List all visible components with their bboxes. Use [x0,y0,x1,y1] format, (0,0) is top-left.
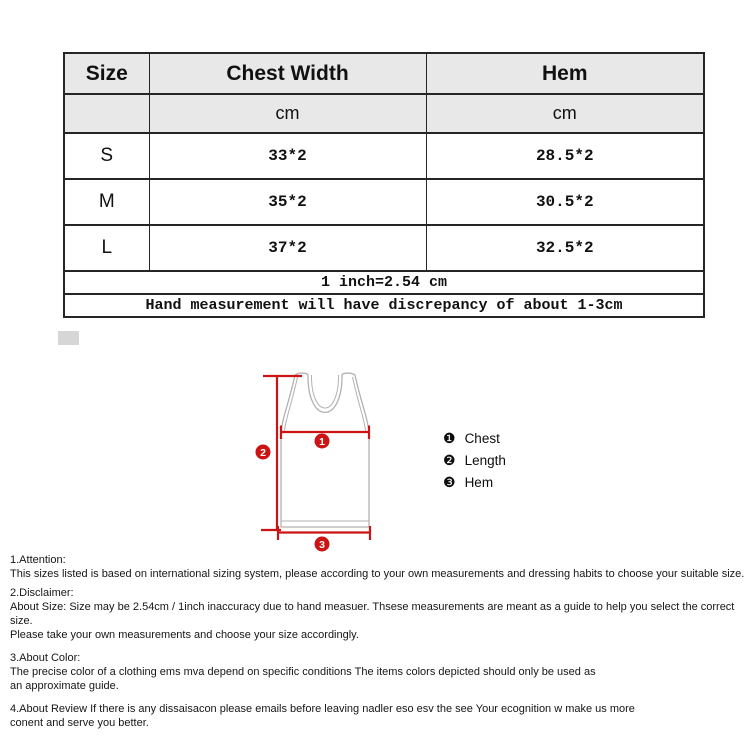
marker-2-number: 2 [260,447,266,459]
size-table [63,52,705,318]
note-line: The precise color of a clothing ems mva depend on specific conditions The items colors depicted should only be used as [10,666,596,678]
note-line: About Size: Size may be 2.54cm / 1inch inaccuracy due to hand measuer. Thsese measurements are meant as a guide to help you select the correct size. [10,601,735,627]
note-about-color [10,651,746,693]
table-row-l [64,225,704,271]
note-line-text: If there is any dissaisacon please emails before leaving nadler eso esv the see Your ecognition w make us more [90,703,635,715]
legend-label-length: Length [464,452,506,468]
note-line: Please take your own measurements and choose your size accordingly. [10,629,359,641]
note-attention [10,553,746,581]
inch-conversion-note: 1 inch=2.54 cm [64,271,704,294]
size-label: M [64,179,149,225]
unit-cell-hem: cm [426,94,704,133]
size-label: S [64,133,149,179]
marker-1-number: 1 [319,436,325,448]
hand-measurement-note: Hand measurement will have discrepancy of about 1-3cm [64,294,704,317]
col-header-size: Size [64,53,149,94]
unit-cell-empty [64,94,149,133]
legend-label-chest: Chest [464,430,500,446]
note-about-review [10,702,746,730]
hem-value: 28.5*2 [426,133,704,179]
marker-1-chest [315,434,330,449]
note-disclaimer [10,586,746,642]
hem-value: 30.5*2 [426,179,704,225]
legend-label-hem: Hem [464,474,494,490]
notes-section [10,553,746,738]
hem-value: 32.5*2 [426,225,704,271]
garment-outline [281,373,369,527]
marker-3-hem [315,537,330,552]
table-note-conversion-row [64,271,704,294]
table-row-s [64,133,704,179]
scan-artifact [58,331,79,345]
measurement-legend [443,427,506,493]
legend-item-hem [443,471,506,493]
table-row-m [64,179,704,225]
note-heading: 3.About Color: [10,652,81,664]
note-line [10,702,746,716]
legend-item-length [443,449,506,471]
size-label: L [64,225,149,271]
table-unit-row [64,94,704,133]
circled-3-icon: ❸ [443,474,456,490]
marker-2-length [256,445,271,460]
note-heading: 2.Disclaimer: [10,587,74,599]
circled-1-icon: ❶ [443,430,456,446]
col-header-hem: Hem [426,53,704,94]
table-note-discrepancy-row [64,294,704,317]
col-header-chest: Chest Width [149,53,426,94]
note-heading: 1.Attention: [10,554,66,566]
legend-item-chest [443,427,506,449]
chest-value: 33*2 [149,133,426,179]
chest-value: 37*2 [149,225,426,271]
circled-2-icon: ❷ [443,452,456,468]
note-line: This sizes listed is based on international sizing system, please according to your own measurements and dressing habits to choose your suitable size. [10,568,745,580]
note-line: an approximate guide. [10,680,119,692]
tank-top-diagram [248,363,400,555]
note-line: conent and serve you better. [10,717,149,729]
unit-cell-chest: cm [149,94,426,133]
marker-3-number: 3 [319,539,325,551]
table-header-row [64,53,704,94]
note-heading-inline: 4.About Review [10,703,88,715]
chest-value: 35*2 [149,179,426,225]
